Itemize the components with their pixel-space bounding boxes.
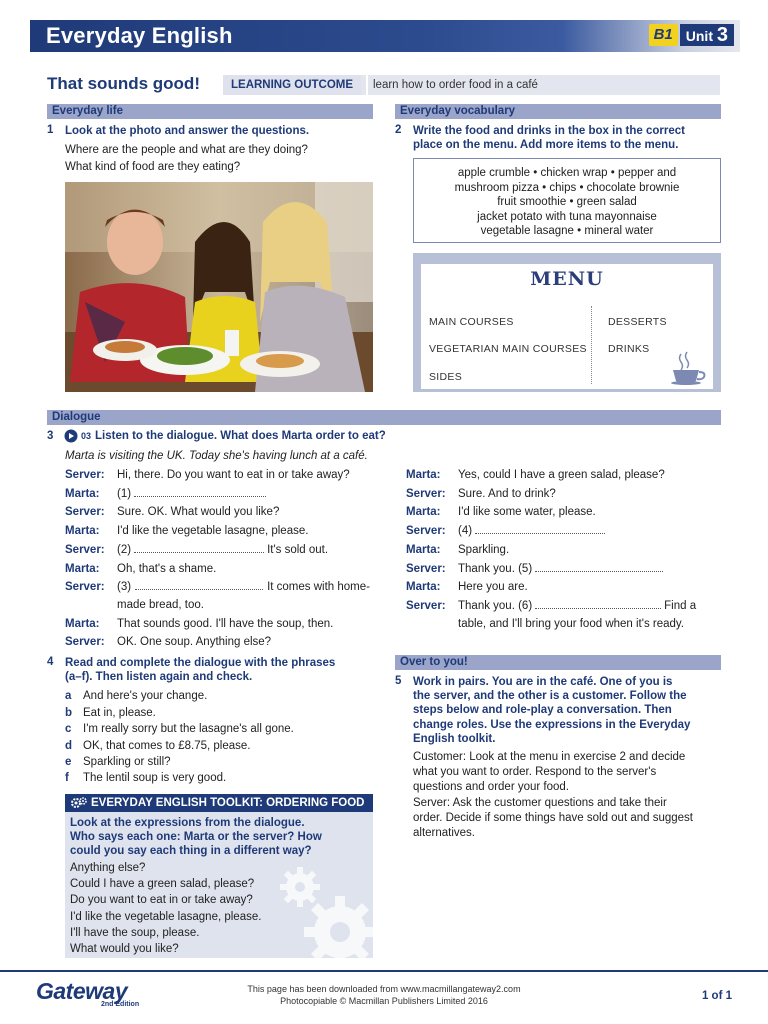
- blank-6[interactable]: [535, 597, 661, 609]
- footer-text: [0, 983, 768, 1007]
- customer-line: questions and order your food.: [413, 781, 569, 793]
- toolkit-expression: I'll have the soup, please.: [70, 926, 200, 939]
- dialogue-line: [406, 578, 528, 596]
- dialogue-line: [406, 503, 596, 521]
- cafe-photo-illustration: [65, 182, 373, 392]
- level-badge: B1: [649, 24, 678, 46]
- line-text-after: It comes with home-: [267, 581, 370, 593]
- section-everyday-life: Everyday life: [47, 104, 373, 119]
- option-letter: c: [65, 723, 72, 735]
- blank-4[interactable]: [475, 522, 605, 534]
- option-letter: e: [65, 756, 72, 768]
- cafe-photo: [65, 182, 373, 392]
- dialogue-line: [65, 615, 333, 633]
- line-text: Sparkling.: [458, 544, 510, 556]
- learning-outcome-text: learn how to order food in a café: [373, 79, 538, 91]
- dialogue-line: [406, 597, 696, 615]
- learning-outcome-label: LEARNING OUTCOME: [223, 75, 361, 95]
- vocab-line: mushroom pizza • chips • chocolate brownie: [454, 181, 680, 194]
- exercise-5-instruction-line: steps below and role-play a conversation. Then: [413, 704, 672, 717]
- line-text: I'd like the vegetable lasagne, please.: [117, 525, 309, 537]
- menu-vegetarian-main-courses: VEGETARIAN MAIN COURSES: [429, 343, 587, 355]
- dialogue-line: [406, 485, 556, 503]
- line-text: Here you are.: [458, 581, 528, 593]
- lesson-title: That sounds good!: [47, 74, 200, 93]
- dialogue-line: [65, 503, 279, 521]
- option-item: [65, 688, 207, 705]
- option-text: I'm really sorry but the lasagne's all gone.: [83, 723, 294, 735]
- unit-indicator: [649, 24, 734, 46]
- customer-line: Customer: Look at the menu in exercise 2 and decide: [413, 751, 686, 763]
- speaker: Marta:: [65, 525, 100, 537]
- menu-divider: [591, 306, 592, 384]
- gateway-edition: 2nd Edition: [101, 1001, 140, 1008]
- exercise-3-instruction: Listen to the dialogue. What does Marta order to eat?: [95, 430, 386, 442]
- toolkit-question-line: could you say each thing in a different way?: [70, 845, 312, 857]
- option-text: And here's your change.: [83, 690, 208, 702]
- unit-label: Unit: [685, 28, 713, 44]
- speaker: Server:: [65, 469, 105, 481]
- vocab-line: jacket potato with tuna mayonnaise: [477, 210, 657, 223]
- line-text: That sounds good. I'll have the soup, then.: [117, 618, 334, 630]
- exercise-2-instruction-line-1: Write the food and drinks in the box in the correct: [413, 125, 685, 137]
- speaker: Server:: [65, 636, 105, 648]
- menu-drinks: DRINKS: [608, 343, 650, 355]
- speaker: Server:: [65, 544, 105, 556]
- learning-outcome-divider: [366, 75, 368, 95]
- exercise-1-question-1: Where are the people and what are they doing?: [65, 144, 308, 156]
- toolkit-expression: What would you like?: [70, 943, 179, 956]
- speaker: Server:: [406, 563, 446, 575]
- exercise-2-number: 2: [395, 124, 402, 136]
- toolkit-expressions: [70, 860, 261, 957]
- learning-outcome-box: [223, 75, 720, 95]
- option-letter: f: [65, 772, 69, 784]
- footer-download-line: This page has been downloaded from www.macmillangateway2.com: [247, 984, 521, 994]
- toolkit-expression: Anything else?: [70, 862, 146, 874]
- blank-1[interactable]: [134, 485, 266, 497]
- dialogue-line: [406, 466, 665, 484]
- vocab-line: vegetable lasagne • mineral water: [480, 225, 654, 237]
- dialogue-line-continued: [458, 615, 684, 633]
- option-letter: d: [65, 740, 73, 752]
- page-number: 1 of 1: [701, 990, 732, 1002]
- line-text: OK. One soup. Anything else?: [117, 636, 272, 648]
- customer-instructions: [413, 750, 685, 795]
- option-item: [65, 754, 171, 771]
- server-line: alternatives.: [413, 827, 476, 839]
- exercise-4-number: 4: [47, 656, 54, 668]
- dialogue-line: [65, 560, 216, 578]
- gateway-logo: Gateway: [36, 978, 128, 1004]
- menu-card: [421, 264, 713, 389]
- dialogue-line: [65, 466, 350, 484]
- audio-play-icon[interactable]: [64, 429, 78, 443]
- dialogue-line: [65, 522, 308, 540]
- toolkit-question: [70, 816, 322, 858]
- line-text: Oh, that's a shame.: [117, 563, 217, 575]
- customer-line: what you want to order. Respond to the server's: [413, 766, 657, 778]
- line-text-continued: table, and I'll bring your food when it's ready.: [458, 618, 685, 630]
- menu-title: MENU: [530, 268, 604, 290]
- dialogue-line: [406, 522, 605, 540]
- line-text: Hi, there. Do you want to eat in or take away?: [117, 469, 350, 481]
- speaker: Marta:: [65, 488, 100, 500]
- speaker: Marta:: [406, 469, 441, 481]
- section-everyday-vocabulary: Everyday vocabulary: [395, 104, 721, 119]
- option-text: Eat in, please.: [83, 707, 156, 719]
- exercise-1-number: 1: [47, 124, 54, 136]
- line-text: (4): [458, 525, 473, 537]
- option-letter: a: [65, 690, 72, 702]
- line-text: Thank you. (6): [458, 600, 533, 612]
- footer-divider: [0, 970, 768, 972]
- exercise-3-number: 3: [47, 430, 54, 442]
- speaker: Server:: [406, 525, 446, 537]
- dialogue-line-continued: [117, 596, 204, 614]
- line-text: (3): [117, 581, 132, 593]
- line-text: Sure. And to drink?: [458, 488, 556, 500]
- line-text: Sure. OK. What would you like?: [117, 506, 280, 518]
- line-text: I'd like some water, please.: [458, 506, 596, 518]
- exercise-5-instruction-line: the server, and the other is a customer. Follow the: [413, 690, 687, 703]
- toolkit-expression: I'd like the vegetable lasagne, please.: [70, 910, 262, 923]
- exercise-5-instruction-line: Work in pairs. You are in the café. One of you is: [413, 676, 673, 688]
- speaker: Marta:: [406, 581, 441, 593]
- dialogue-line: [65, 485, 266, 503]
- dialogue-line: [65, 633, 271, 651]
- option-item: [65, 738, 251, 755]
- unit-badge: [680, 24, 734, 46]
- vocabulary-box: [413, 158, 721, 243]
- toolkit-expression: Could I have a green salad, please?: [70, 878, 255, 891]
- exercise-5-instruction-line: English toolkit.: [413, 732, 496, 745]
- toolkit-header: [65, 794, 373, 812]
- option-text: The lentil soup is very good.: [83, 772, 227, 784]
- toolkit-expression: Do you want to eat in or take away?: [70, 894, 253, 907]
- audio-track-number: 03: [81, 431, 92, 441]
- exercise-1-question-2: What kind of food are they eating?: [65, 161, 241, 173]
- dialogue-line: [65, 578, 370, 596]
- blank-5[interactable]: [535, 560, 663, 572]
- speaker: Marta:: [65, 563, 100, 575]
- option-item: [65, 721, 294, 738]
- exercise-3-header: [64, 429, 386, 443]
- toolkit-question-line: Look at the expressions from the dialogue.: [70, 817, 305, 829]
- section-dialogue: Dialogue: [47, 410, 721, 425]
- coffee-cup-icon: [669, 350, 709, 386]
- speaker: Marta:: [406, 544, 441, 556]
- exercise-5-number: 5: [395, 675, 402, 687]
- dialogue-line: [406, 541, 509, 559]
- blank-2[interactable]: [134, 541, 264, 553]
- speaker: Server:: [406, 600, 446, 612]
- line-text: Yes, could I have a green salad, please?: [458, 469, 665, 481]
- line-text-after: It's sold out.: [267, 544, 329, 556]
- option-letter: b: [65, 707, 73, 719]
- vocab-line: apple crumble • chicken wrap • pepper and: [457, 167, 677, 179]
- speaker: Marta:: [65, 618, 100, 630]
- section-over-to-you: Over to you!: [395, 655, 721, 670]
- speaker: Server:: [65, 581, 105, 593]
- option-item: [65, 705, 156, 722]
- menu-frame: [413, 253, 721, 392]
- option-text: Sparkling or still?: [83, 756, 171, 768]
- line-text: (2): [117, 544, 132, 556]
- menu-main-courses: MAIN COURSES: [429, 316, 514, 328]
- gears-icon: [70, 796, 88, 810]
- toolkit-question-line: Who says each one: Marta or the server? How: [70, 831, 322, 843]
- header-banner: [30, 20, 740, 52]
- footer-copyright-line: Photocopiable © Macmillan Publishers Limited 2016: [280, 996, 488, 1006]
- vocab-line: fruit smoothie • green salad: [497, 196, 637, 208]
- exercise-5-instruction-line: change roles. Use the expressions in the Everyday: [413, 718, 691, 731]
- option-text: OK, that comes to £8.75, please.: [83, 740, 251, 752]
- exercise-2-instruction-line-2: place on the menu. Add more items to the menu.: [413, 139, 679, 151]
- exercise-1-instruction: Look at the photo and answer the questions.: [65, 125, 310, 137]
- exercise-4-instruction-line-1: Read and complete the dialogue with the phrases: [65, 657, 336, 669]
- gears-watermark-icon: [270, 852, 373, 958]
- line-text-after: Find a: [664, 600, 697, 612]
- menu-sides: SIDES: [429, 371, 463, 383]
- server-line: order. Decide if some things have sold out and suggest: [413, 812, 694, 824]
- server-instructions: [413, 796, 693, 841]
- option-item: [65, 770, 226, 787]
- line-text: Thank you. (5): [458, 563, 533, 575]
- unit-number: 3: [716, 24, 728, 46]
- blank-3[interactable]: [135, 578, 263, 590]
- speaker: Server:: [406, 488, 446, 500]
- line-text: (1): [117, 488, 132, 500]
- server-line: Server: Ask the customer questions and take their: [413, 797, 667, 809]
- exercise-5-instruction: [413, 675, 690, 746]
- menu-desserts: DESSERTS: [608, 316, 667, 328]
- dialogue-line: [65, 541, 328, 559]
- dialogue-context: Marta is visiting the UK. Today she's having lunch at a café.: [65, 450, 368, 462]
- toolkit-title: EVERYDAY ENGLISH TOOLKIT: ORDERING FOOD: [91, 797, 365, 809]
- speaker: Marta:: [406, 506, 441, 518]
- toolkit-body: [65, 812, 373, 958]
- line-text-continued: made bread, too.: [117, 599, 204, 611]
- speaker: Server:: [65, 506, 105, 518]
- dialogue-line: [406, 560, 663, 578]
- header-title: Everyday English: [46, 23, 233, 48]
- exercise-4-instruction-line-2: (a–f). Then listen again and check.: [65, 671, 253, 683]
